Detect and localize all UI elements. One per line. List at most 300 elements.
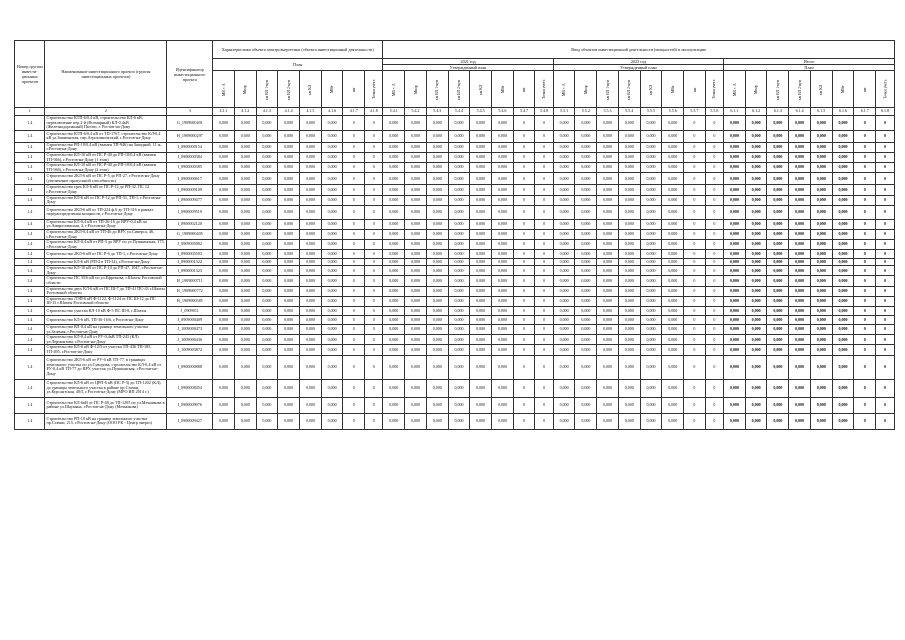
row-value: 0,000: [426, 355, 448, 379]
row-value: 0,000: [299, 163, 321, 173]
row-value: 0,000: [448, 219, 470, 229]
row-group: 1.4: [15, 250, 45, 259]
row-value: 0: [876, 142, 895, 152]
row-value: 0: [854, 286, 876, 296]
row-value: 0,000: [492, 152, 514, 162]
column-index: 6.1.1: [724, 108, 746, 116]
row-value: 0,000: [426, 250, 448, 259]
row-value: 0,000: [789, 379, 811, 397]
row-value: 0: [684, 205, 706, 219]
row-value: 0,000: [553, 240, 575, 250]
row-value: 0,000: [256, 142, 278, 152]
row-value: 0,000: [278, 266, 300, 276]
header-approved-plan-2: Утвержденный план: [553, 65, 723, 71]
column-index: 4.1.4: [278, 108, 300, 116]
row-value: 0,000: [640, 130, 662, 142]
row-value: 0,000: [832, 355, 854, 379]
row-value: 0,000: [234, 250, 256, 259]
row-value: 0,000: [234, 379, 256, 397]
row-value: 0: [705, 259, 723, 266]
column-index: 4.1.1: [213, 108, 235, 116]
row-value: 0: [705, 163, 723, 173]
row-value: 0,000: [278, 413, 300, 429]
row-value: 0: [684, 355, 706, 379]
row-value: 0,000: [448, 413, 470, 429]
row-value: 0: [684, 276, 706, 286]
row-value: 0,000: [321, 250, 343, 259]
row-value: 0,000: [448, 152, 470, 162]
row-value: 0,000: [640, 116, 662, 131]
row-value: 0,000: [492, 259, 514, 266]
row-value: 0: [684, 413, 706, 429]
row-value: 0,000: [405, 173, 427, 185]
row-value: 0,000: [640, 413, 662, 429]
row-value: 0,000: [640, 286, 662, 296]
row-value: 0: [513, 240, 535, 250]
row-value: 0: [343, 173, 365, 185]
row-value: 0,000: [724, 205, 746, 219]
row-value: 0,000: [789, 296, 811, 306]
row-value: 0,000: [448, 307, 470, 316]
row-value: 0,000: [810, 185, 832, 195]
row-value: 0,000: [492, 397, 514, 413]
row-value: 0,000: [553, 266, 575, 276]
row-value: 0,000: [810, 250, 832, 259]
row-value: 0,000: [575, 130, 597, 142]
row-value: 0,000: [213, 240, 235, 250]
row-value: 0,000: [234, 116, 256, 131]
row-value: 0: [343, 229, 365, 239]
row-value: 0,000: [470, 397, 492, 413]
row-value: 0,000: [767, 152, 789, 162]
row-value: 0: [513, 345, 535, 355]
row-value: 0: [513, 296, 535, 306]
row-id: I_0900000384: [167, 152, 213, 162]
row-value: 0,000: [618, 116, 640, 131]
row-value: 0: [705, 286, 723, 296]
header-unit: Точки учета: [705, 71, 723, 108]
row-value: 0,000: [724, 229, 746, 239]
row-value: 0,000: [426, 266, 448, 276]
header-unit: МВ×А: [553, 71, 575, 108]
row-value: 0,000: [724, 219, 746, 229]
row-value: 0,000: [234, 219, 256, 229]
row-group: 1.4: [15, 379, 45, 397]
row-value: 0,000: [321, 397, 343, 413]
row-value: 0,000: [448, 195, 470, 205]
row-value: 0: [365, 259, 383, 266]
row-value: 0,000: [405, 185, 427, 195]
row-value: 0,000: [810, 335, 832, 345]
row-value: 0,000: [575, 276, 597, 286]
table-row: [15, 286, 895, 296]
row-value: 0,000: [405, 142, 427, 152]
row-value: 0: [535, 296, 553, 306]
row-value: 0,000: [640, 345, 662, 355]
row-value: 0,000: [745, 316, 767, 325]
row-value: 0,000: [640, 142, 662, 152]
row-value: 0,000: [448, 379, 470, 397]
row-value: 0,000: [448, 316, 470, 325]
row-value: 0: [343, 286, 365, 296]
row-value: 0,000: [724, 185, 746, 195]
row-group: 1.4: [15, 259, 45, 266]
row-value: 0: [535, 335, 553, 345]
row-value: 0,000: [767, 259, 789, 266]
row-value: 0,000: [426, 307, 448, 316]
row-value: 0,000: [810, 173, 832, 185]
row-value: 0,000: [597, 116, 619, 131]
row-value: 0,000: [383, 307, 405, 316]
row-value: 0,000: [597, 130, 619, 142]
row-value: 0,000: [321, 325, 343, 335]
row-value: 0: [535, 316, 553, 325]
row-value: 0,000: [278, 173, 300, 185]
row-value: 0,000: [662, 266, 684, 276]
row-value: 0,000: [492, 116, 514, 131]
row-value: 0: [365, 345, 383, 355]
row-value: 0,000: [618, 345, 640, 355]
header-unit: км ВЛ 2-цеп: [448, 71, 470, 108]
row-value: 0,000: [448, 325, 470, 335]
row-id: I_0900001323: [167, 266, 213, 276]
row-value: 0,000: [745, 195, 767, 205]
row-value: 0,000: [745, 240, 767, 250]
row-value: 0: [854, 229, 876, 239]
row-value: 0,000: [789, 250, 811, 259]
header-unit: Мвар: [575, 71, 597, 108]
row-value: 0,000: [618, 286, 640, 296]
row-value: 0,000: [832, 413, 854, 429]
row-value: 0,000: [278, 397, 300, 413]
row-value: 0,000: [213, 325, 235, 335]
column-index: 2: [45, 108, 167, 116]
row-value: 0,000: [470, 286, 492, 296]
row-value: 0,000: [597, 229, 619, 239]
row-value: 0,000: [470, 229, 492, 239]
row-value: 0,000: [767, 355, 789, 379]
row-value: 0,000: [553, 229, 575, 239]
header-unit: км ВЛ 2-цеп: [789, 71, 811, 108]
row-value: 0: [684, 259, 706, 266]
row-value: 0,000: [492, 296, 514, 306]
row-value: 0: [343, 335, 365, 345]
table-row: [15, 355, 895, 379]
row-value: 0: [876, 397, 895, 413]
row-value: 0,000: [640, 195, 662, 205]
row-value: 0,000: [662, 379, 684, 397]
row-value: 0,000: [597, 345, 619, 355]
row-name: Строительство КТП-6/0,4 кВ, строительство КЛ-6 кВ, переключение пер.2-й (Всемирный) КЛ-0,4кВ (Железнодорожный) Пкт/пп, г. Ростов-на-Дону: [45, 116, 167, 131]
row-value: 0,000: [724, 335, 746, 345]
row-value: 0,000: [662, 116, 684, 131]
row-value: 0,000: [745, 355, 767, 379]
row-value: 0,000: [789, 240, 811, 250]
row-value: 0,000: [256, 296, 278, 306]
column-index: 3: [167, 108, 213, 116]
row-value: 0,000: [448, 355, 470, 379]
row-value: 0,000: [575, 355, 597, 379]
header-unit: шт: [343, 71, 365, 108]
row-value: 0,000: [299, 152, 321, 162]
row-value: 0,000: [321, 335, 343, 345]
row-value: 0,000: [662, 240, 684, 250]
row-value: 0,000: [470, 325, 492, 335]
row-value: 0,000: [724, 130, 746, 142]
row-value: 0,000: [256, 130, 278, 142]
row-name: Строительство КЛ-6кВ от ПС Р-48 до ТП-1205 по ул.Мечникова в районе ул.Шаумяна, г.Ростов-на-Дону (Мечникова): [45, 397, 167, 413]
row-value: 0: [684, 316, 706, 325]
row-value: 0,000: [426, 173, 448, 185]
row-value: 0: [705, 142, 723, 152]
row-value: 0,000: [789, 316, 811, 325]
row-value: 0,000: [662, 219, 684, 229]
row-value: 0: [535, 116, 553, 131]
row-value: 0: [684, 163, 706, 173]
row-value: 0,000: [299, 259, 321, 266]
row-value: 0,000: [553, 345, 575, 355]
row-value: 0,000: [426, 195, 448, 205]
row-value: 0,000: [492, 335, 514, 345]
row-value: 0,000: [299, 325, 321, 335]
row-value: 0: [684, 130, 706, 142]
row-value: 0: [365, 173, 383, 185]
row-value: 0: [535, 355, 553, 379]
table-row: [15, 130, 895, 142]
row-value: 0,000: [234, 266, 256, 276]
row-value: 0,000: [405, 219, 427, 229]
row-name: Строительство КЛ-0,4 кВ от ТП-26-16 до ВРУ-0,4 кВ по ул.Амвросиевская, 2, г.Ростов-на-Дону: [45, 219, 167, 229]
row-value: 0,000: [575, 259, 597, 266]
row-id: H_1909000585: [167, 296, 213, 306]
row-value: 0,000: [662, 397, 684, 413]
row-value: 0,000: [321, 195, 343, 205]
row-value: 0,000: [256, 229, 278, 239]
row-value: 0: [854, 195, 876, 205]
row-value: 0,000: [745, 142, 767, 152]
column-index: 6.1.2: [745, 108, 767, 116]
row-value: 0,000: [597, 355, 619, 379]
row-value: 0,000: [470, 316, 492, 325]
row-value: 0,000: [383, 130, 405, 142]
row-value: 0,000: [278, 335, 300, 345]
row-value: 0,000: [640, 185, 662, 195]
row-value: 0,000: [618, 355, 640, 379]
row-value: 0,000: [256, 266, 278, 276]
row-value: 0,000: [575, 240, 597, 250]
row-value: 0,000: [213, 205, 235, 219]
row-value: 0,000: [745, 276, 767, 286]
row-value: 0,000: [724, 163, 746, 173]
row-value: 0,000: [553, 355, 575, 379]
row-value: 0,000: [618, 335, 640, 345]
row-value: 0,000: [405, 240, 427, 250]
row-value: 0,000: [618, 173, 640, 185]
row-value: 0: [343, 413, 365, 429]
row-value: 0: [365, 130, 383, 142]
row-value: 0: [705, 173, 723, 185]
column-index: 5.4.2: [405, 108, 427, 116]
row-value: 0,000: [299, 266, 321, 276]
row-value: 0: [513, 316, 535, 325]
row-value: 0,000: [405, 335, 427, 345]
row-value: 0,000: [832, 345, 854, 355]
row-value: 0,000: [832, 219, 854, 229]
row-value: 0,000: [767, 205, 789, 219]
column-index: 4.1.3: [256, 108, 278, 116]
row-value: 0: [876, 296, 895, 306]
row-value: 0,000: [618, 185, 640, 195]
column-index: 4.1.2: [234, 108, 256, 116]
row-value: 0: [684, 173, 706, 185]
row-value: 0,000: [256, 397, 278, 413]
row-value: 0: [365, 266, 383, 276]
row-value: 0,000: [383, 266, 405, 276]
row-value: 0,000: [662, 205, 684, 219]
row-value: 0: [365, 413, 383, 429]
row-value: 0,000: [256, 307, 278, 316]
header-unit: Точки учета: [535, 71, 553, 108]
row-value: 0,000: [767, 185, 789, 195]
row-value: 0,000: [278, 185, 300, 195]
row-value: 0,000: [256, 205, 278, 219]
row-value: 0,000: [618, 229, 640, 239]
header-unit: МВт: [321, 71, 343, 108]
row-value: 0,000: [662, 229, 684, 239]
row-name: Строительство КЛ-6 кВ Ф-12/5 от участка ТП-436 ТП-185, ТП-495, г.Ростов-на-Дону: [45, 345, 167, 355]
row-group: 1.4: [15, 173, 45, 185]
row-name: Строительство КЛ-6 кВ (РП-2 в ТП-34), г.Ростов-на-Дону: [45, 259, 167, 266]
row-name: Строительство ЛЭП-6 кВ Ф-1122, Ф-1124 от ПС Ш-12 до ПС Ш-15 г.Шахты Ростовской области: [45, 296, 167, 306]
row-value: 0,000: [789, 355, 811, 379]
row-value: 0,000: [597, 163, 619, 173]
row-value: 0,000: [213, 142, 235, 152]
row-value: 0,000: [470, 205, 492, 219]
row-value: 0,000: [470, 379, 492, 397]
row-value: 0,000: [789, 130, 811, 142]
row-value: 0: [854, 345, 876, 355]
row-value: 0,000: [662, 413, 684, 429]
row-value: 0,000: [470, 355, 492, 379]
row-value: 0,000: [662, 142, 684, 152]
row-value: 0: [876, 355, 895, 379]
row-value: 0: [513, 163, 535, 173]
row-value: 0,000: [383, 185, 405, 195]
row-value: 0,000: [321, 185, 343, 195]
row-value: 0,000: [448, 240, 470, 250]
row-value: 0: [535, 195, 553, 205]
row-value: 0,000: [405, 116, 427, 131]
row-value: 0,000: [321, 130, 343, 142]
row-value: 0,000: [278, 229, 300, 239]
row-value: 0,000: [575, 266, 597, 276]
row-value: 0,000: [321, 276, 343, 286]
row-value: 0,000: [383, 355, 405, 379]
row-value: 0,000: [832, 307, 854, 316]
row-value: 0,000: [299, 250, 321, 259]
row-value: 0,000: [383, 219, 405, 229]
header-unit: Мвар: [745, 71, 767, 108]
row-id: I_0900000617: [167, 173, 213, 185]
row-group: 1.4: [15, 266, 45, 276]
row-value: 0,000: [470, 116, 492, 131]
row-value: 0: [876, 173, 895, 185]
row-name: Строительство КЛ-6 кВ от ПС Р-12 до РП-31, ТП-1, г.Ростов-на-Дону: [45, 195, 167, 205]
row-value: 0: [876, 152, 895, 162]
table-row: [15, 163, 895, 173]
row-value: 0: [513, 286, 535, 296]
row-value: 0,000: [470, 185, 492, 195]
row-value: 0,000: [832, 259, 854, 266]
row-value: 0,000: [383, 173, 405, 185]
row-value: 0,000: [618, 163, 640, 173]
row-value: 0,000: [553, 335, 575, 345]
row-value: 0: [684, 219, 706, 229]
row-value: 0,000: [745, 116, 767, 131]
row-value: 0,000: [745, 163, 767, 173]
header-unit: км ВЛ 2-цеп: [618, 71, 640, 108]
column-index: 5.4.5: [470, 108, 492, 116]
row-value: 0,000: [405, 152, 427, 162]
row-value: 0,000: [321, 307, 343, 316]
row-value: 0,000: [553, 413, 575, 429]
row-value: 0,000: [256, 325, 278, 335]
row-group: 1.4: [15, 286, 45, 296]
row-value: 0: [535, 379, 553, 397]
row-value: 0,000: [299, 219, 321, 229]
row-value: 0,000: [213, 185, 235, 195]
row-value: 0: [343, 316, 365, 325]
row-value: 0,000: [662, 335, 684, 345]
row-id: J_0909005002: [167, 240, 213, 250]
row-value: 0: [876, 229, 895, 239]
row-value: 0,000: [470, 163, 492, 173]
header-unit: км КЛ: [299, 71, 321, 108]
row-value: 0,000: [767, 286, 789, 296]
row-value: 0,000: [832, 276, 854, 286]
row-value: 0: [535, 130, 553, 142]
row-value: 0,000: [640, 296, 662, 306]
row-value: 0,000: [405, 325, 427, 335]
row-value: 0,000: [470, 276, 492, 286]
row-value: 0: [365, 250, 383, 259]
header-unit: Точки учета: [876, 71, 895, 108]
row-value: 0,000: [405, 130, 427, 142]
row-value: 0,000: [492, 413, 514, 429]
row-name: Строительство КЛ-10 кВ от ПС Р-10 до РП-47, 1047, г.Ростов-на-Дону: [45, 266, 167, 276]
row-value: 0,000: [789, 276, 811, 286]
row-value: 0,000: [789, 195, 811, 205]
row-value: 0,000: [448, 163, 470, 173]
row-value: 0,000: [256, 173, 278, 185]
column-index: 4.1.5: [299, 108, 321, 116]
row-value: 0,000: [492, 276, 514, 286]
row-value: 0,000: [832, 250, 854, 259]
row-value: 0,000: [767, 345, 789, 355]
row-value: 0,000: [492, 286, 514, 296]
row-value: 0,000: [575, 185, 597, 195]
row-value: 0,000: [767, 142, 789, 152]
row-value: 0,000: [213, 316, 235, 325]
row-value: 0,000: [278, 240, 300, 250]
row-value: 0,000: [832, 130, 854, 142]
table-row: [15, 219, 895, 229]
row-value: 0,000: [299, 296, 321, 306]
row-value: 0,000: [213, 335, 235, 345]
row-value: 0,000: [492, 142, 514, 152]
row-value: 0: [705, 379, 723, 397]
row-value: 0,000: [426, 316, 448, 325]
